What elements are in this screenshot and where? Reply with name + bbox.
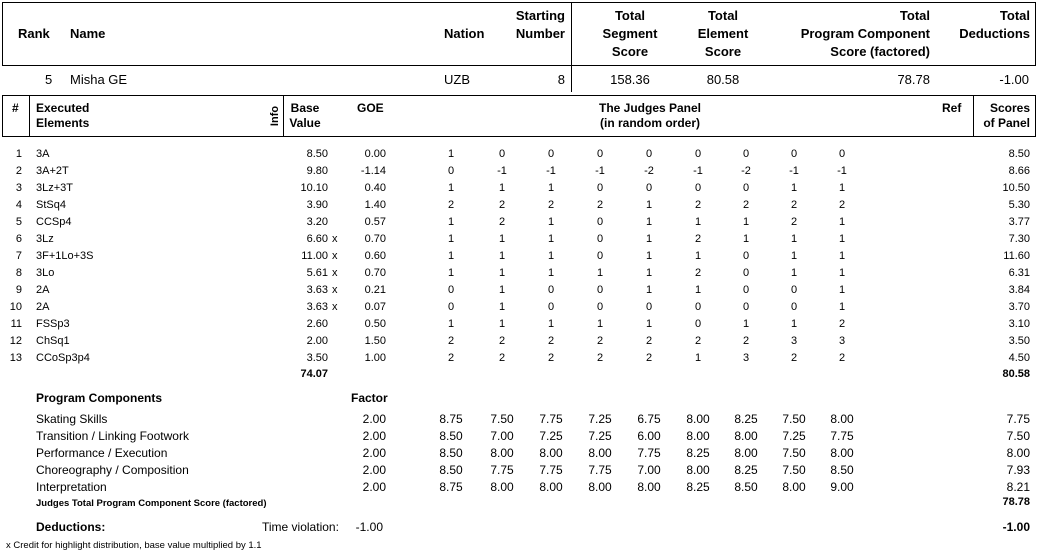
element-judge-score: 0 <box>694 148 702 160</box>
element-judge-score: 2 <box>447 199 455 211</box>
element-base-value: 6.60 <box>306 233 328 245</box>
element-goe: 1.00 <box>364 352 386 364</box>
element-judge-score: 1 <box>447 182 455 194</box>
skater-pcs: 78.78 <box>897 72 930 87</box>
element-base-value: 2.60 <box>306 318 328 330</box>
component-judge-score: 8.50 <box>830 463 854 477</box>
element-judge-score: 2 <box>790 352 798 364</box>
element-judge-score: 0 <box>838 148 846 160</box>
component-name: Choreography / Composition <box>36 463 189 477</box>
component-judge-score: 7.25 <box>588 412 612 426</box>
elements-header-divider-scores <box>973 95 974 137</box>
element-base-value: 3.63 <box>306 301 328 313</box>
elements-header-divider-info <box>283 95 284 137</box>
executed-elements-header: Executed Elements <box>36 101 90 130</box>
component-judge-score: 8.50 <box>439 429 463 443</box>
element-judge-score: 3 <box>838 335 846 347</box>
element-judge-score: 1 <box>790 318 798 330</box>
element-name: 2A <box>36 284 50 296</box>
element-judge-score: 1 <box>694 352 702 364</box>
element-x-flag: x <box>332 284 338 296</box>
skater-tss: 158.36 <box>610 72 650 87</box>
element-panel-score: 8.50 <box>1008 148 1030 160</box>
deductions-label: Deductions: <box>36 520 106 534</box>
element-panel-score: 8.66 <box>1008 165 1030 177</box>
footnote: x Credit for highlight distribution, base value multiplied by 1.1 <box>6 540 262 551</box>
element-judge-score: 2 <box>547 335 555 347</box>
component-judge-score: 7.75 <box>830 429 854 443</box>
element-base-value: 3.90 <box>306 199 328 211</box>
element-judge-score: 2 <box>694 335 702 347</box>
element-panel-score: 6.31 <box>1008 267 1030 279</box>
element-judge-score: 1 <box>694 216 702 228</box>
element-judge-score: 3 <box>790 335 798 347</box>
element-x-flag: x <box>332 233 338 245</box>
element-goe: 0.00 <box>364 148 386 160</box>
element-judge-score: 0 <box>596 148 604 160</box>
element-judge-score: 2 <box>645 335 653 347</box>
element-judge-score: 0 <box>596 301 604 313</box>
element-base-value: 3.20 <box>306 216 328 228</box>
element-judge-score: 1 <box>645 250 653 262</box>
component-judge-score: 7.50 <box>782 446 806 460</box>
time-violation-value: -1.00 <box>355 520 383 534</box>
element-judge-score: 1 <box>447 233 455 245</box>
component-judge-score: 6.00 <box>637 429 661 443</box>
skater-deductions: -1.00 <box>999 72 1029 87</box>
element-judge-score: 2 <box>645 352 653 364</box>
element-name: 3A <box>36 148 50 160</box>
element-judge-score: 1 <box>790 182 798 194</box>
element-judge-score: 1 <box>694 284 702 296</box>
element-goe: 1.40 <box>364 199 386 211</box>
component-judge-score: 7.25 <box>539 429 563 443</box>
element-goe: 0.50 <box>364 318 386 330</box>
element-judge-score: 2 <box>694 199 702 211</box>
skater-tes: 80.58 <box>706 72 740 87</box>
skater-name: Misha GE <box>70 72 128 87</box>
element-base-value: 3.63 <box>306 284 328 296</box>
component-factor: 2.00 <box>362 480 386 494</box>
element-judge-score: 0 <box>742 301 750 313</box>
component-judge-score: 8.00 <box>539 480 563 494</box>
element-base-value: 11.00 <box>301 250 328 262</box>
component-name: Transition / Linking Footwork <box>36 429 189 443</box>
element-judge-score: -1 <box>497 165 507 177</box>
element-judge-score: 0 <box>498 148 506 160</box>
element-name: 3F+1Lo+3S <box>36 250 94 262</box>
component-judge-score: 7.00 <box>490 429 514 443</box>
element-number: 13 <box>9 352 22 364</box>
element-name: 3Lo <box>36 267 55 279</box>
component-panel-score: 8.00 <box>1006 446 1030 460</box>
element-number: 3 <box>15 182 22 194</box>
component-judge-score: 8.00 <box>782 480 806 494</box>
element-judge-score: 0 <box>596 182 604 194</box>
element-judge-score: 0 <box>547 284 555 296</box>
starting-number-header: Starting Number <box>515 8 565 41</box>
component-judge-score: 7.50 <box>490 412 514 426</box>
element-judge-score: 1 <box>790 267 798 279</box>
element-judge-score: 2 <box>838 352 846 364</box>
element-judge-score: 1 <box>645 216 653 228</box>
element-judge-score: 1 <box>547 318 555 330</box>
element-judge-score: 0 <box>694 182 702 194</box>
element-judge-score: 2 <box>790 199 798 211</box>
component-judge-score: 8.00 <box>588 446 612 460</box>
component-judge-score: 8.00 <box>830 412 854 426</box>
deductions-total: -1.00 <box>1002 520 1030 534</box>
time-violation-label: Time violation: <box>262 520 339 534</box>
element-judge-score: -2 <box>741 165 751 177</box>
element-judge-score: 2 <box>596 352 604 364</box>
header-divider <box>571 2 572 92</box>
rank-header: Rank <box>18 26 50 41</box>
component-factor: 2.00 <box>362 412 386 426</box>
element-name: 3Lz+3T <box>36 182 73 194</box>
component-name: Skating Skills <box>36 412 108 426</box>
element-judge-score: 1 <box>838 250 846 262</box>
component-judge-score: 8.00 <box>686 463 710 477</box>
element-judge-score: 1 <box>498 233 506 245</box>
element-panel-score: 3.84 <box>1008 284 1030 296</box>
component-judge-score: 7.25 <box>782 429 806 443</box>
element-judge-score: -2 <box>644 165 654 177</box>
element-name: 2A <box>36 301 50 313</box>
element-judge-score: 0 <box>742 284 750 296</box>
element-judge-score: 0 <box>447 301 455 313</box>
component-judge-score: 8.00 <box>637 480 661 494</box>
component-judge-score: 8.25 <box>734 412 758 426</box>
element-number: 6 <box>15 233 22 245</box>
element-judge-score: 0 <box>645 148 653 160</box>
element-judge-score: -1 <box>595 165 605 177</box>
element-judge-score: 2 <box>498 216 506 228</box>
num-header: # <box>12 101 19 115</box>
scores-of-panel-header: Scores of Panel <box>983 101 1030 130</box>
element-judge-score: 1 <box>645 267 653 279</box>
tes-header: Total Element Score <box>697 8 749 59</box>
element-judge-score: -1 <box>546 165 556 177</box>
component-judge-score: 8.00 <box>686 429 710 443</box>
element-judge-score: 0 <box>742 267 750 279</box>
element-judge-score: 0 <box>596 250 604 262</box>
tss-header: Total Segment Score <box>602 8 658 59</box>
element-judge-score: 1 <box>498 250 506 262</box>
element-judge-score: 1 <box>694 250 702 262</box>
component-judge-score: 6.75 <box>637 412 661 426</box>
element-judge-score: 1 <box>547 216 555 228</box>
element-judge-score: -1 <box>837 165 847 177</box>
element-judge-score: 2 <box>498 335 506 347</box>
program-components-header: Program Components <box>36 391 163 405</box>
element-judge-score: 0 <box>742 182 750 194</box>
element-judge-score: 1 <box>447 318 455 330</box>
element-panel-score: 10.50 <box>1002 182 1030 194</box>
element-base-value: 10.10 <box>300 182 328 194</box>
element-judge-score: 1 <box>547 250 555 262</box>
element-x-flag: x <box>332 250 338 262</box>
element-judge-score: 1 <box>498 284 506 296</box>
component-judge-score: 8.00 <box>734 429 758 443</box>
element-judge-score: 0 <box>547 301 555 313</box>
element-judge-score: 2 <box>694 267 702 279</box>
component-judge-score: 8.00 <box>734 446 758 460</box>
component-judge-score: 8.25 <box>734 463 758 477</box>
info-header: Info <box>269 105 282 127</box>
element-judge-score: 1 <box>742 318 750 330</box>
element-judge-score: 1 <box>498 301 506 313</box>
element-number: 10 <box>9 301 22 313</box>
elements-header-box <box>2 95 1036 137</box>
element-panel-score: 11.60 <box>1003 250 1030 262</box>
element-panel-score: 3.70 <box>1008 301 1030 313</box>
component-judge-score: 7.75 <box>637 446 661 460</box>
component-judge-score: 7.75 <box>539 463 563 477</box>
element-judge-score: 1 <box>547 267 555 279</box>
element-panel-score: 3.10 <box>1008 318 1030 330</box>
component-judge-score: 7.75 <box>588 463 612 477</box>
element-judge-score: 0 <box>447 284 455 296</box>
element-judge-score: 1 <box>596 267 604 279</box>
component-panel-score: 7.93 <box>1006 463 1030 477</box>
component-judge-score: 8.00 <box>686 412 710 426</box>
element-judge-score: 0 <box>596 233 604 245</box>
element-goe: 0.70 <box>364 233 386 245</box>
element-judge-score: 2 <box>838 318 846 330</box>
element-judge-score: 1 <box>447 148 455 160</box>
element-x-flag: x <box>332 301 338 313</box>
element-number: 8 <box>15 267 22 279</box>
element-judge-score: 1 <box>547 233 555 245</box>
component-factor: 2.00 <box>362 429 386 443</box>
element-judge-score: 1 <box>790 250 798 262</box>
component-judge-score: 8.00 <box>539 446 563 460</box>
element-judge-score: 0 <box>596 216 604 228</box>
element-number: 12 <box>9 335 22 347</box>
factor-header: Factor <box>351 391 388 405</box>
element-base-value: 2.00 <box>306 335 328 347</box>
component-factor: 2.00 <box>362 463 386 477</box>
component-judge-score: 7.75 <box>539 412 563 426</box>
element-goe: 1.50 <box>364 335 386 347</box>
goe-header: GOE <box>357 101 384 115</box>
element-name: FSSp3 <box>36 318 70 330</box>
element-name: 3A+2T <box>36 165 69 177</box>
element-judge-score: 2 <box>447 352 455 364</box>
element-base-value: 8.50 <box>306 148 328 160</box>
element-judge-score: -1 <box>693 165 703 177</box>
element-judge-score: 2 <box>547 352 555 364</box>
element-judge-score: 0 <box>790 148 798 160</box>
element-judge-score: -1 <box>789 165 799 177</box>
element-name: CCoSp3p4 <box>36 352 90 364</box>
element-name: 3Lz <box>36 233 54 245</box>
component-judge-score: 8.25 <box>686 446 710 460</box>
element-goe: 0.21 <box>364 284 386 296</box>
element-number: 5 <box>15 216 22 228</box>
base-value-total: 74.07 <box>300 368 328 380</box>
element-number: 4 <box>15 199 22 211</box>
component-judge-score: 7.00 <box>637 463 661 477</box>
component-judge-score: 7.50 <box>782 412 806 426</box>
component-judge-score: 7.75 <box>490 463 514 477</box>
element-panel-score: 3.50 <box>1008 335 1030 347</box>
element-panel-score: 3.77 <box>1008 216 1030 228</box>
component-judge-score: 8.00 <box>830 446 854 460</box>
element-goe: 0.60 <box>364 250 386 262</box>
elements-score-total: 80.58 <box>1002 368 1030 380</box>
element-base-value: 5.61 <box>306 267 328 279</box>
element-goe: 0.57 <box>364 216 386 228</box>
element-judge-score: 1 <box>645 318 653 330</box>
element-judge-score: 1 <box>838 182 846 194</box>
element-panel-score: 7.30 <box>1008 233 1030 245</box>
pcs-header: Total Program Component Score (factored) <box>800 8 930 59</box>
element-x-flag: x <box>332 267 338 279</box>
skater-starting-number: 8 <box>557 72 565 87</box>
element-judge-score: 3 <box>742 352 750 364</box>
element-judge-score: 2 <box>596 199 604 211</box>
element-judge-score: 0 <box>645 182 653 194</box>
component-judge-score: 8.50 <box>439 463 463 477</box>
base-value-header: Base Value <box>289 101 321 130</box>
element-judge-score: 2 <box>838 199 846 211</box>
element-judge-score: 1 <box>498 318 506 330</box>
component-judge-score: 8.00 <box>490 446 514 460</box>
element-judge-score: 0 <box>447 165 455 177</box>
element-number: 9 <box>15 284 22 296</box>
element-judge-score: 0 <box>547 148 555 160</box>
element-judge-score: 2 <box>742 335 750 347</box>
element-judge-score: 2 <box>547 199 555 211</box>
element-judge-score: 2 <box>694 233 702 245</box>
element-judge-score: 1 <box>838 233 846 245</box>
pcs-total-label: Judges Total Program Component Score (factored) <box>36 498 267 509</box>
element-judge-score: 0 <box>645 301 653 313</box>
element-number: 7 <box>15 250 22 262</box>
element-judge-score: 1 <box>547 182 555 194</box>
component-judge-score: 8.50 <box>439 446 463 460</box>
component-judge-score: 9.00 <box>830 480 854 494</box>
element-goe: -1.14 <box>360 165 386 177</box>
component-judge-score: 8.25 <box>686 480 710 494</box>
element-judge-score: 1 <box>498 267 506 279</box>
element-judge-score: 2 <box>498 199 506 211</box>
component-judge-score: 8.50 <box>734 480 758 494</box>
component-judge-score: 8.00 <box>490 480 514 494</box>
element-judge-score: 0 <box>790 301 798 313</box>
element-judge-score: 1 <box>645 233 653 245</box>
component-judge-score: 8.75 <box>439 480 463 494</box>
element-name: StSq4 <box>36 199 66 211</box>
element-judge-score: 2 <box>447 335 455 347</box>
nation-header: Nation <box>444 26 485 41</box>
element-judge-score: 1 <box>596 318 604 330</box>
judges-panel-header: The Judges Panel (in random order) <box>598 101 702 130</box>
name-header: Name <box>70 26 106 41</box>
component-factor: 2.00 <box>362 446 386 460</box>
element-judge-score: 1 <box>447 267 455 279</box>
component-name: Performance / Execution <box>36 446 168 460</box>
element-judge-score: 0 <box>596 284 604 296</box>
element-judge-score: 2 <box>596 335 604 347</box>
deductions-header: Total Deductions <box>959 8 1030 41</box>
skater-nation: UZB <box>444 72 470 87</box>
component-judge-score: 7.50 <box>782 463 806 477</box>
pcs-total-value: 78.78 <box>1002 496 1030 508</box>
element-judge-score: 1 <box>742 216 750 228</box>
element-judge-score: 2 <box>790 216 798 228</box>
element-number: 1 <box>15 148 22 160</box>
element-judge-score: 0 <box>742 250 750 262</box>
element-judge-score: 1 <box>645 199 653 211</box>
element-judge-score: 2 <box>742 199 750 211</box>
element-number: 2 <box>15 165 22 177</box>
element-goe: 0.70 <box>364 267 386 279</box>
component-judge-score: 8.00 <box>588 480 612 494</box>
element-judge-score: 1 <box>498 182 506 194</box>
element-judge-score: 0 <box>742 148 750 160</box>
component-judge-score: 8.75 <box>439 412 463 426</box>
component-panel-score: 8.21 <box>1006 480 1030 494</box>
component-panel-score: 7.75 <box>1006 412 1030 426</box>
element-judge-score: 0 <box>790 284 798 296</box>
component-judge-score: 7.25 <box>588 429 612 443</box>
element-judge-score: 0 <box>694 318 702 330</box>
element-name: ChSq1 <box>36 335 70 347</box>
element-judge-score: 1 <box>838 284 846 296</box>
element-number: 11 <box>10 318 22 330</box>
element-name: CCSp4 <box>36 216 72 228</box>
element-judge-score: 1 <box>447 216 455 228</box>
element-judge-score: 1 <box>645 284 653 296</box>
skater-rank: 5 <box>45 72 53 87</box>
element-judge-score: 0 <box>694 301 702 313</box>
element-judge-score: 1 <box>447 250 455 262</box>
element-goe: 0.40 <box>364 182 386 194</box>
element-base-value: 9.80 <box>306 165 328 177</box>
element-base-value: 3.50 <box>306 352 328 364</box>
element-judge-score: 1 <box>838 301 846 313</box>
element-judge-score: 1 <box>790 233 798 245</box>
element-judge-score: 2 <box>498 352 506 364</box>
element-judge-score: 1 <box>838 216 846 228</box>
element-panel-score: 5.30 <box>1008 199 1030 211</box>
element-judge-score: 1 <box>742 233 750 245</box>
ref-header: Ref <box>942 101 962 115</box>
elements-header-divider-left <box>29 95 30 137</box>
element-judge-score: 1 <box>838 267 846 279</box>
element-panel-score: 4.50 <box>1008 352 1030 364</box>
component-name: Interpretation <box>36 480 107 494</box>
element-goe: 0.07 <box>364 301 386 313</box>
component-panel-score: 7.50 <box>1006 429 1030 443</box>
